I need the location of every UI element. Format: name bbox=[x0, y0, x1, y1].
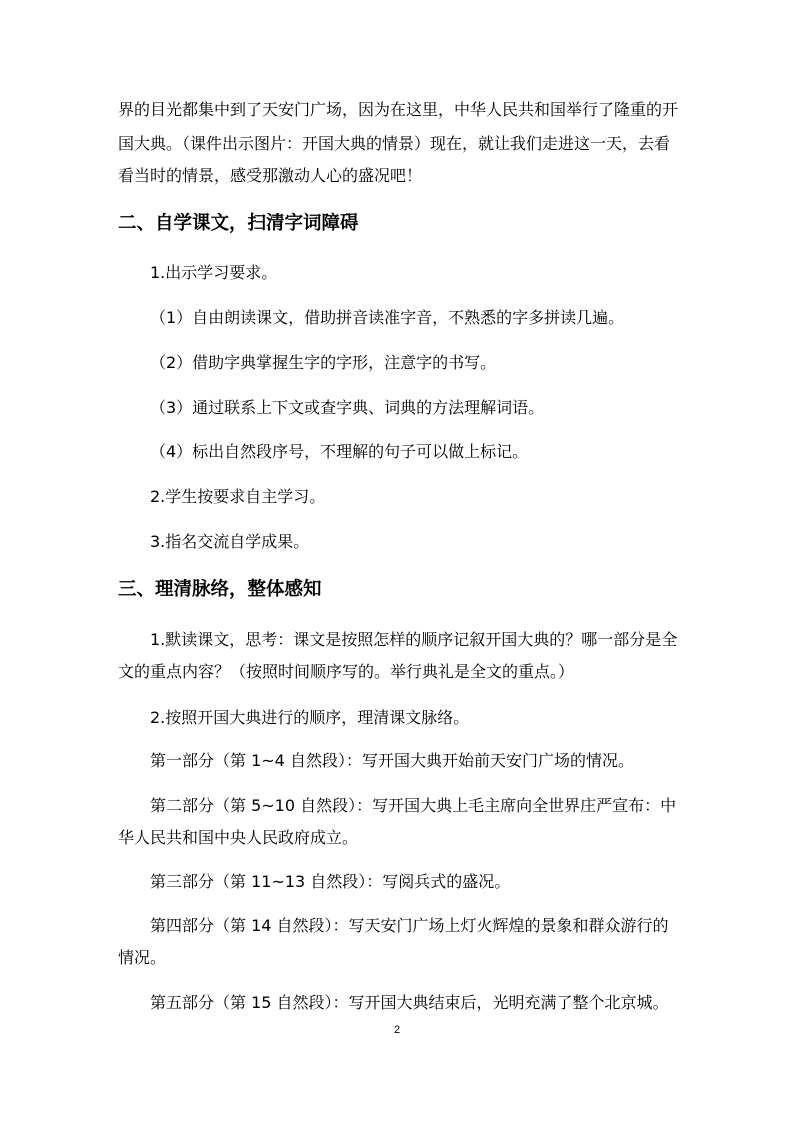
part-1: 第一部分（第 1~4 自然段）：写开国大典开始前天安门广场的情况。 bbox=[150, 751, 634, 770]
intro-line-2: 国大典。（课件出示图片：开国大典的情景）现在，就让我们走进这一天，去看 bbox=[118, 134, 671, 153]
question-2: 2.按照开国大典进行的顺序，理清课文脉络。 bbox=[150, 708, 470, 727]
part-4-line-2: 情况。 bbox=[118, 948, 167, 967]
part-5: 第五部分（第 15 自然段）：写开国大典结束后，光明充满了整个北京城。 bbox=[150, 993, 669, 1012]
section-heading-2: 二、自学课文，扫清字词障碍 bbox=[118, 213, 359, 234]
question-1-line-1: 1.默读课文，思考：课文是按照怎样的顺序记叙开国大典的？哪一部分是全 bbox=[150, 630, 678, 649]
question-1-line-2: 文的重点内容？（按照时间顺序写的。举行典礼是全文的重点。） bbox=[118, 662, 575, 681]
list-item: （4）标出自然段序号，不理解的句子可以做上标记。 bbox=[150, 442, 529, 461]
part-3: 第三部分（第 11~13 自然段）：写阅兵式的盛况。 bbox=[150, 872, 511, 891]
intro-line-1: 界的目光都集中到了天安门广场，因为在这里，中华人民共和国举行了隆重的开 bbox=[118, 100, 679, 119]
list-item: （2）借助字典掌握生字的字形，注意字的书写。 bbox=[150, 353, 497, 372]
list-item: 2.学生按要求自主学习。 bbox=[150, 487, 326, 506]
list-item: （3）通过联系上下文或查字典、词典的方法理解词语。 bbox=[150, 398, 545, 417]
part-2-line-2: 华人民共和国中央人民政府成立。 bbox=[118, 828, 359, 847]
list-item: 1.出示学习要求。 bbox=[150, 263, 278, 282]
intro-line-3: 看当时的情景，感受那激动人心的盛况吧！ bbox=[118, 166, 423, 185]
part-4-line-1: 第四部分（第 14 自然段）：写天安门广场上灯火辉煌的景象和群众游行的 bbox=[150, 916, 669, 935]
list-item: 3.指名交流自学成果。 bbox=[150, 532, 310, 551]
list-item: （1）自由朗读课文，借助拼音读准字音，不熟悉的字多拼读几遍。 bbox=[150, 308, 625, 327]
part-2-line-1: 第二部分（第 5~10 自然段）：写开国大典上毛主席向全世界庄严宣布：中 bbox=[150, 796, 677, 815]
section-heading-3: 三、理清脉络，整体感知 bbox=[118, 579, 322, 600]
page-number: 2 bbox=[393, 1024, 401, 1036]
